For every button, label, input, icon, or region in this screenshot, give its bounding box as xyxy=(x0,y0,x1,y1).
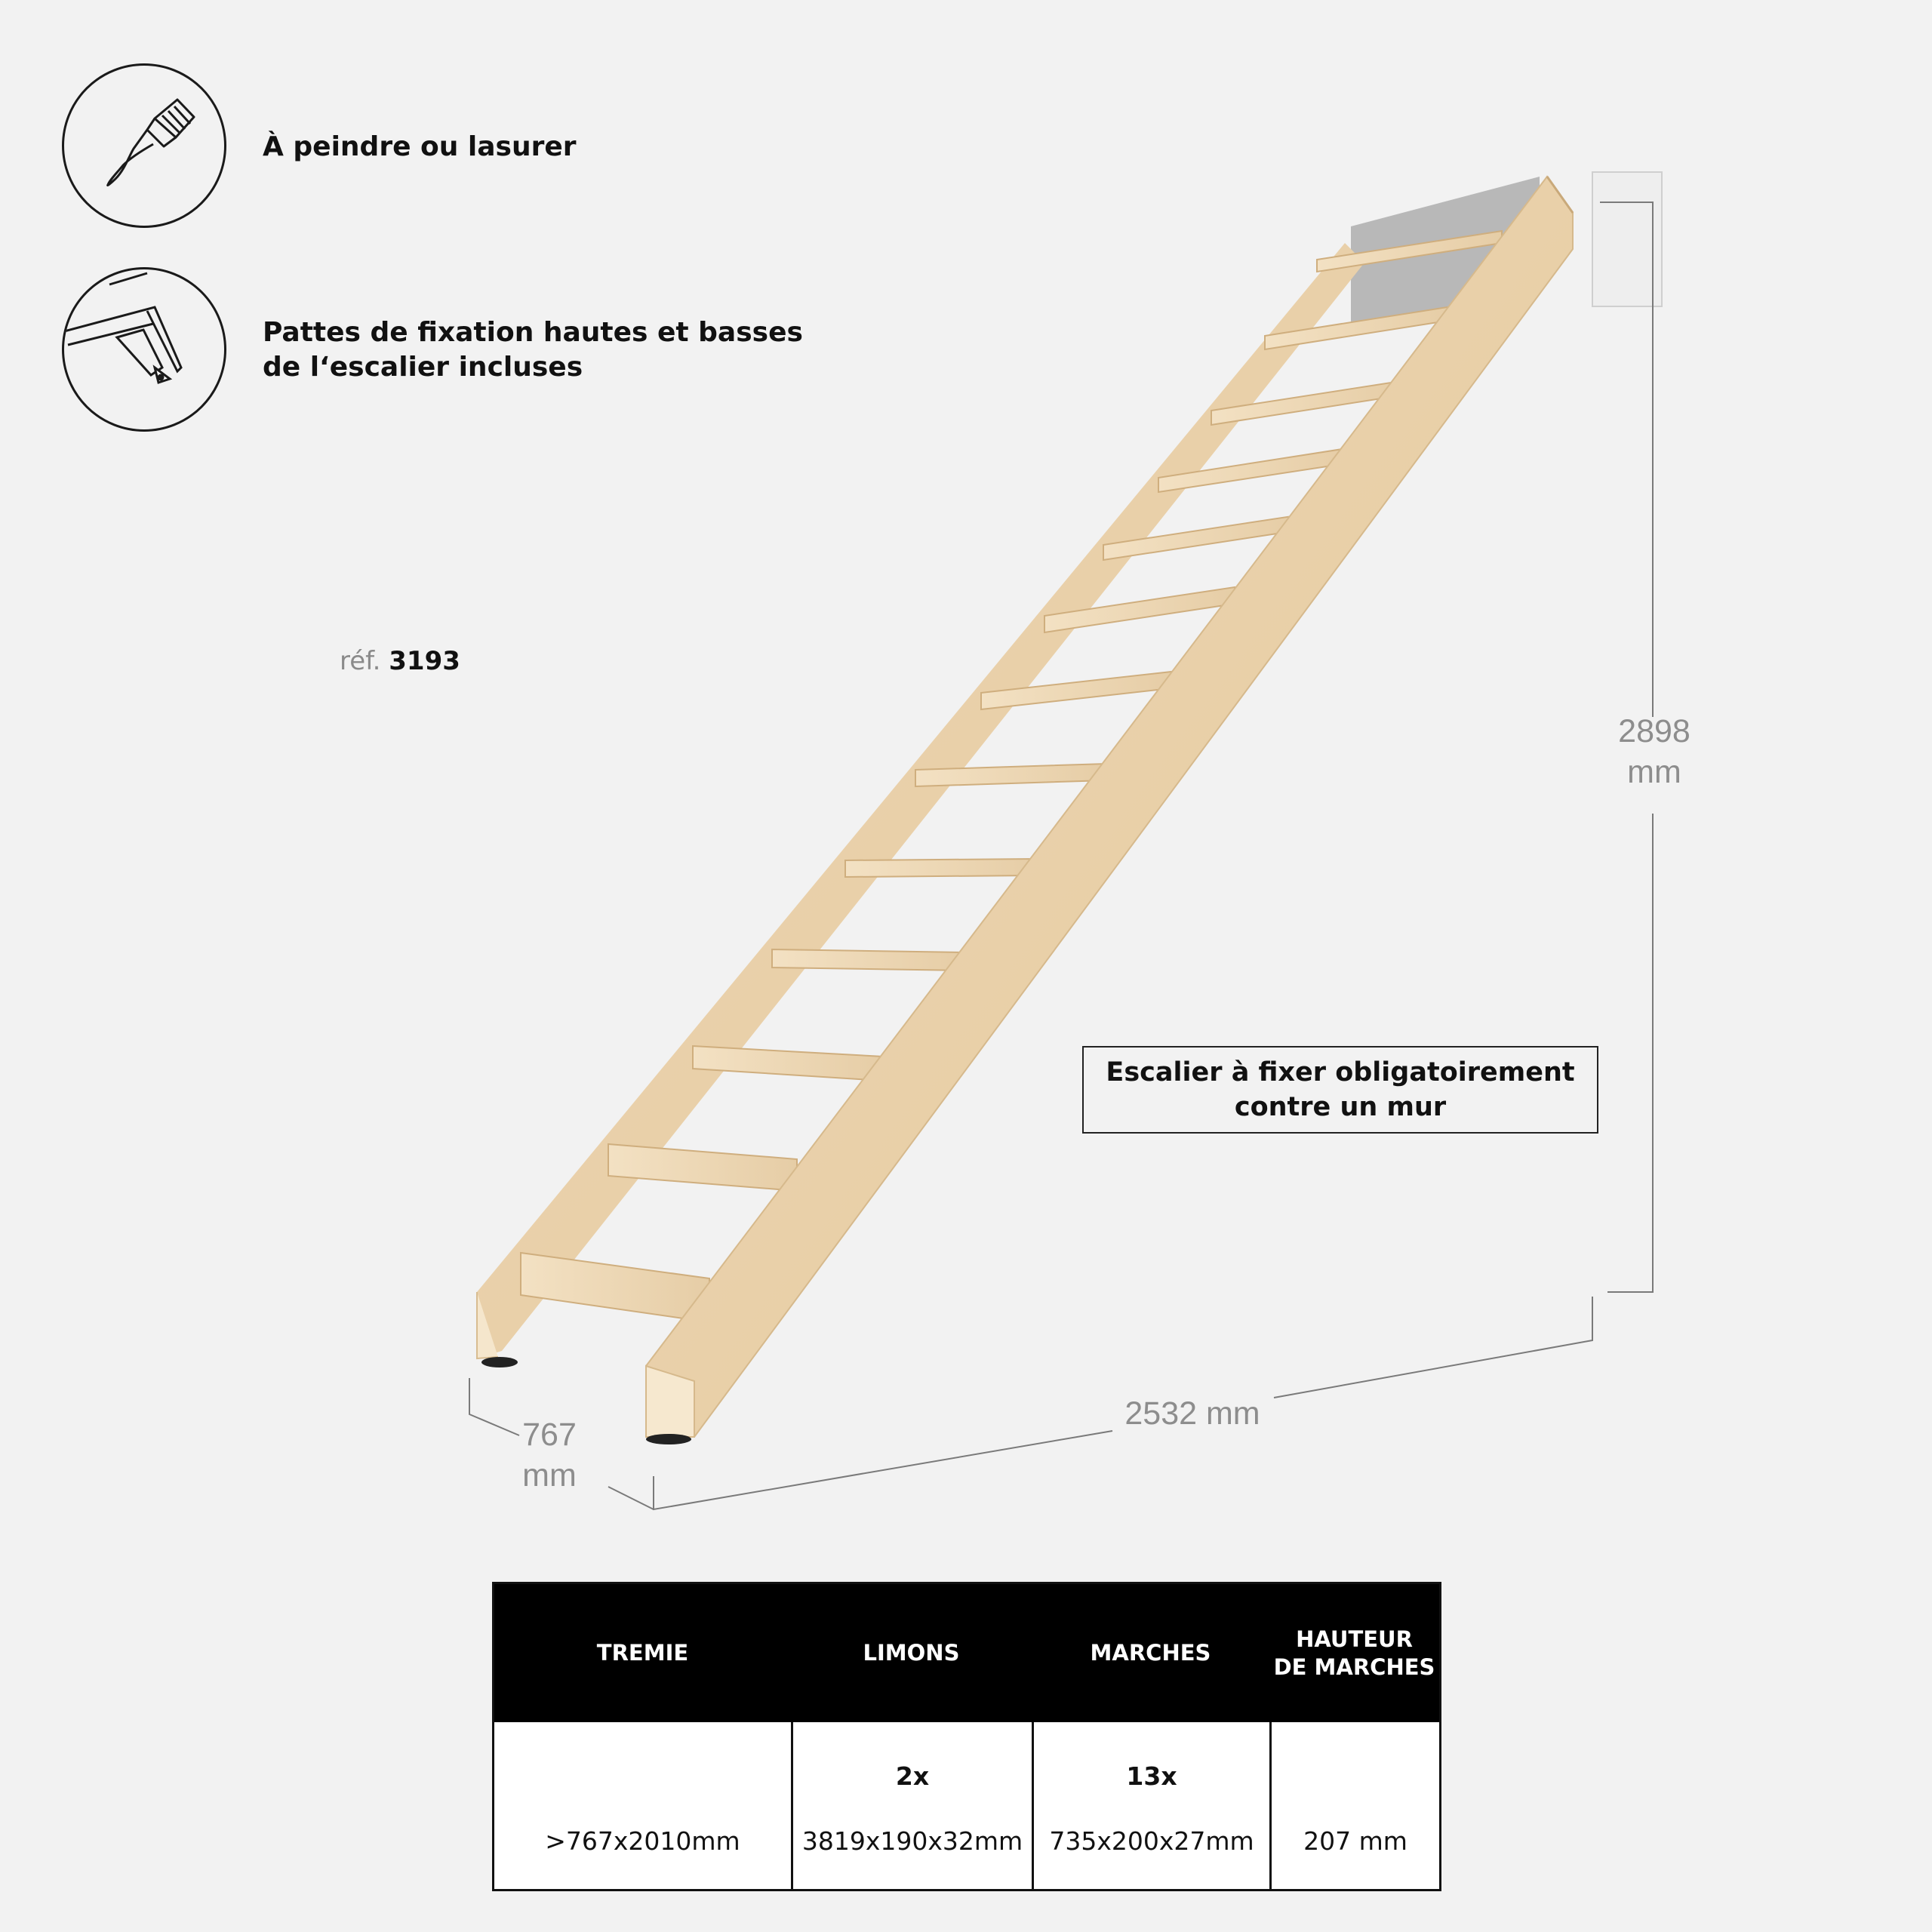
cell-limons-value: 3819x190x32mm xyxy=(801,1826,1023,1856)
feature-brackets-line-1: Pattes de fixation hautes et basses xyxy=(263,317,803,348)
header-limons-label: LIMONS xyxy=(863,1640,960,1666)
notice-line-1: Escalier à fixer obligatoirement xyxy=(1106,1057,1575,1088)
header-hauteur-line-1: HAUTEUR xyxy=(1296,1626,1413,1652)
header-hauteur-line-2: DE MARCHES xyxy=(1273,1654,1435,1680)
width-unit: mm xyxy=(522,1457,577,1494)
cell-hauteur xyxy=(1269,1722,1439,1891)
reference-value: 3193 xyxy=(389,646,460,676)
header-marches xyxy=(1032,1584,1269,1722)
width-value: 767 xyxy=(522,1417,577,1453)
header-hauteur xyxy=(1269,1584,1439,1722)
cell-marches-value: 735x200x27mm xyxy=(1049,1826,1254,1856)
wall-end xyxy=(1592,172,1662,306)
header-tremie-label: TREMIE xyxy=(596,1640,689,1666)
length-dimension: 2532 mm xyxy=(1124,1395,1260,1432)
spec-table-header xyxy=(494,1584,1439,1722)
height-unit: mm xyxy=(1627,754,1681,790)
tread xyxy=(521,1253,709,1322)
treads xyxy=(521,231,1502,1322)
feature-paint-text: À peindre ou lasurer xyxy=(263,131,577,162)
wall-fixing-notice xyxy=(1082,1046,1598,1134)
tread xyxy=(845,859,1037,877)
feature-brackets-line-2: de l‘escalier incluses xyxy=(263,352,583,383)
notice-line-2: contre un mur xyxy=(1234,1092,1447,1122)
cell-tremie xyxy=(494,1722,791,1891)
cell-tremie-value: >767x2010mm xyxy=(545,1826,740,1856)
width-dimension xyxy=(504,1414,595,1496)
header-marches-label: MARCHES xyxy=(1090,1640,1211,1666)
height-dimension xyxy=(1600,711,1709,792)
cell-marches-qty: 13x xyxy=(1126,1761,1177,1791)
cell-hauteur-value: 207 mm xyxy=(1303,1826,1407,1856)
header-tremie xyxy=(494,1584,791,1722)
cell-marches xyxy=(1032,1722,1269,1891)
header-limons xyxy=(791,1584,1032,1722)
tread xyxy=(772,949,963,971)
spec-table-row xyxy=(494,1722,1439,1891)
height-value: 2898 xyxy=(1618,713,1690,749)
cell-limons xyxy=(791,1722,1032,1891)
reference-label: réf. xyxy=(340,646,381,676)
front-stringer xyxy=(646,177,1573,1437)
spec-table xyxy=(492,1582,1441,1891)
tread xyxy=(608,1144,797,1191)
tread xyxy=(693,1046,883,1081)
cell-limons-qty: 2x xyxy=(895,1761,930,1791)
